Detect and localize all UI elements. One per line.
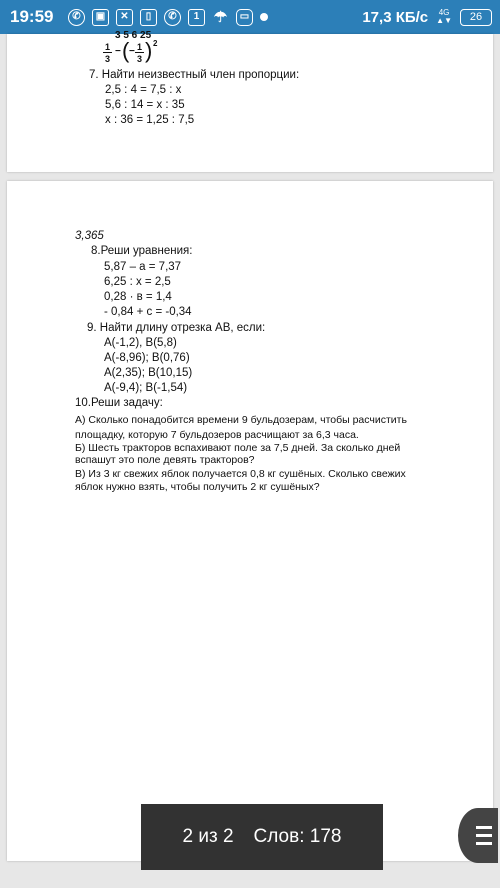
- value-text: 3,365: [75, 230, 104, 242]
- task9-item: А(-8,96); В(0,76): [104, 352, 190, 364]
- fraction-numerator: 1: [105, 42, 111, 52]
- task10-line: площадку, которую 7 бульдозеров расчищают за 6,3 часа.: [75, 429, 359, 441]
- task8-item: 0,28 · в = 1,4: [104, 291, 172, 303]
- fraction-denominator-2: 3: [137, 54, 143, 64]
- whatsapp-icon: ✆: [68, 9, 85, 26]
- fraction-numerator-2: 1: [137, 42, 143, 52]
- page-indicator: 2 из 2: [182, 826, 234, 847]
- minus-sign-2: −: [129, 46, 135, 57]
- word-count: Слов: 178: [253, 826, 342, 847]
- partial-formula-line: 3 5 6 25: [115, 30, 152, 41]
- image-icon: ▣: [92, 9, 109, 26]
- gamepad-icon: ▭: [236, 9, 253, 26]
- task10-line: вспашут это поле девять тракторов?: [75, 454, 255, 466]
- status-bar: [0, 0, 500, 34]
- exponent: 2: [153, 39, 158, 48]
- minus-sign: −: [115, 46, 121, 57]
- task10-line: В) Из 3 кг свежих яблок получается 0,8 кг сушёных. Сколько свежих: [75, 468, 406, 480]
- task9-title: 9. Найти длину отрезка АВ, если:: [87, 322, 266, 334]
- umbrella-icon: ☂: [213, 8, 228, 26]
- number-1-icon: 1: [188, 9, 205, 26]
- fraction-denominator: 3: [105, 54, 111, 64]
- task7-item: 5,6 : 14 = x : 35: [105, 99, 185, 111]
- task10-title: 10.Реши задачу:: [75, 397, 163, 409]
- sim-icon: ▯: [140, 9, 157, 26]
- task8-item: 6,25 : х = 2,5: [104, 276, 171, 288]
- task8-item: 5,87 – а = 7,37: [104, 261, 182, 273]
- menu-icon-bar: [476, 842, 492, 845]
- signal-icon: ▲▼: [436, 16, 452, 25]
- phone-icon: ✆: [164, 9, 181, 26]
- network-indicator: [436, 9, 452, 25]
- task8-title: 8.Реши уравнения:: [91, 245, 193, 257]
- document-page-1[interactable]: [7, 30, 493, 172]
- task8-item: - 0,84 + с = -0,34: [104, 306, 192, 318]
- document-page-2[interactable]: [7, 181, 493, 861]
- task7-item: x : 36 = 1,25 : 7,5: [105, 114, 195, 126]
- menu-button[interactable]: [458, 808, 498, 863]
- notification-icons: [68, 9, 268, 26]
- network-type: 4G: [438, 8, 450, 17]
- menu-icon-bar: [476, 826, 492, 829]
- menu-icon-bar: [476, 834, 492, 837]
- dot-icon: [260, 13, 268, 21]
- task10-line: А) Сколько понадобится времени 9 бульдозерам, чтобы расчистить: [75, 414, 407, 426]
- left-parenthesis: (: [122, 38, 130, 63]
- task9-item: А(2,35); В(10,15): [104, 367, 193, 379]
- task9-item: А(-9,4); В(-1,54): [104, 382, 188, 394]
- battery-icon: [460, 9, 492, 26]
- task10-line: Б) Шесть тракторов вспахивают поле за 7,5 дней. За сколько дней: [75, 442, 401, 454]
- battery-level: 26: [469, 11, 483, 23]
- task9-item: А(-1,2), В(5,8): [104, 337, 177, 349]
- page-info-overlay: [141, 804, 383, 870]
- task7-item: 2,5 : 4 = 7,5 : x: [105, 84, 182, 96]
- network-speed: 17,3 КБ/с: [362, 8, 429, 26]
- settings-icon: ✕: [116, 9, 133, 26]
- task7-title: 7. Найти неизвестный член пропорции:: [89, 69, 300, 81]
- right-parenthesis: ): [145, 38, 153, 63]
- task10-line: яблок нужно взять, чтобы получить 2 кг сушёных?: [75, 481, 320, 493]
- clock: 19:59: [10, 7, 54, 26]
